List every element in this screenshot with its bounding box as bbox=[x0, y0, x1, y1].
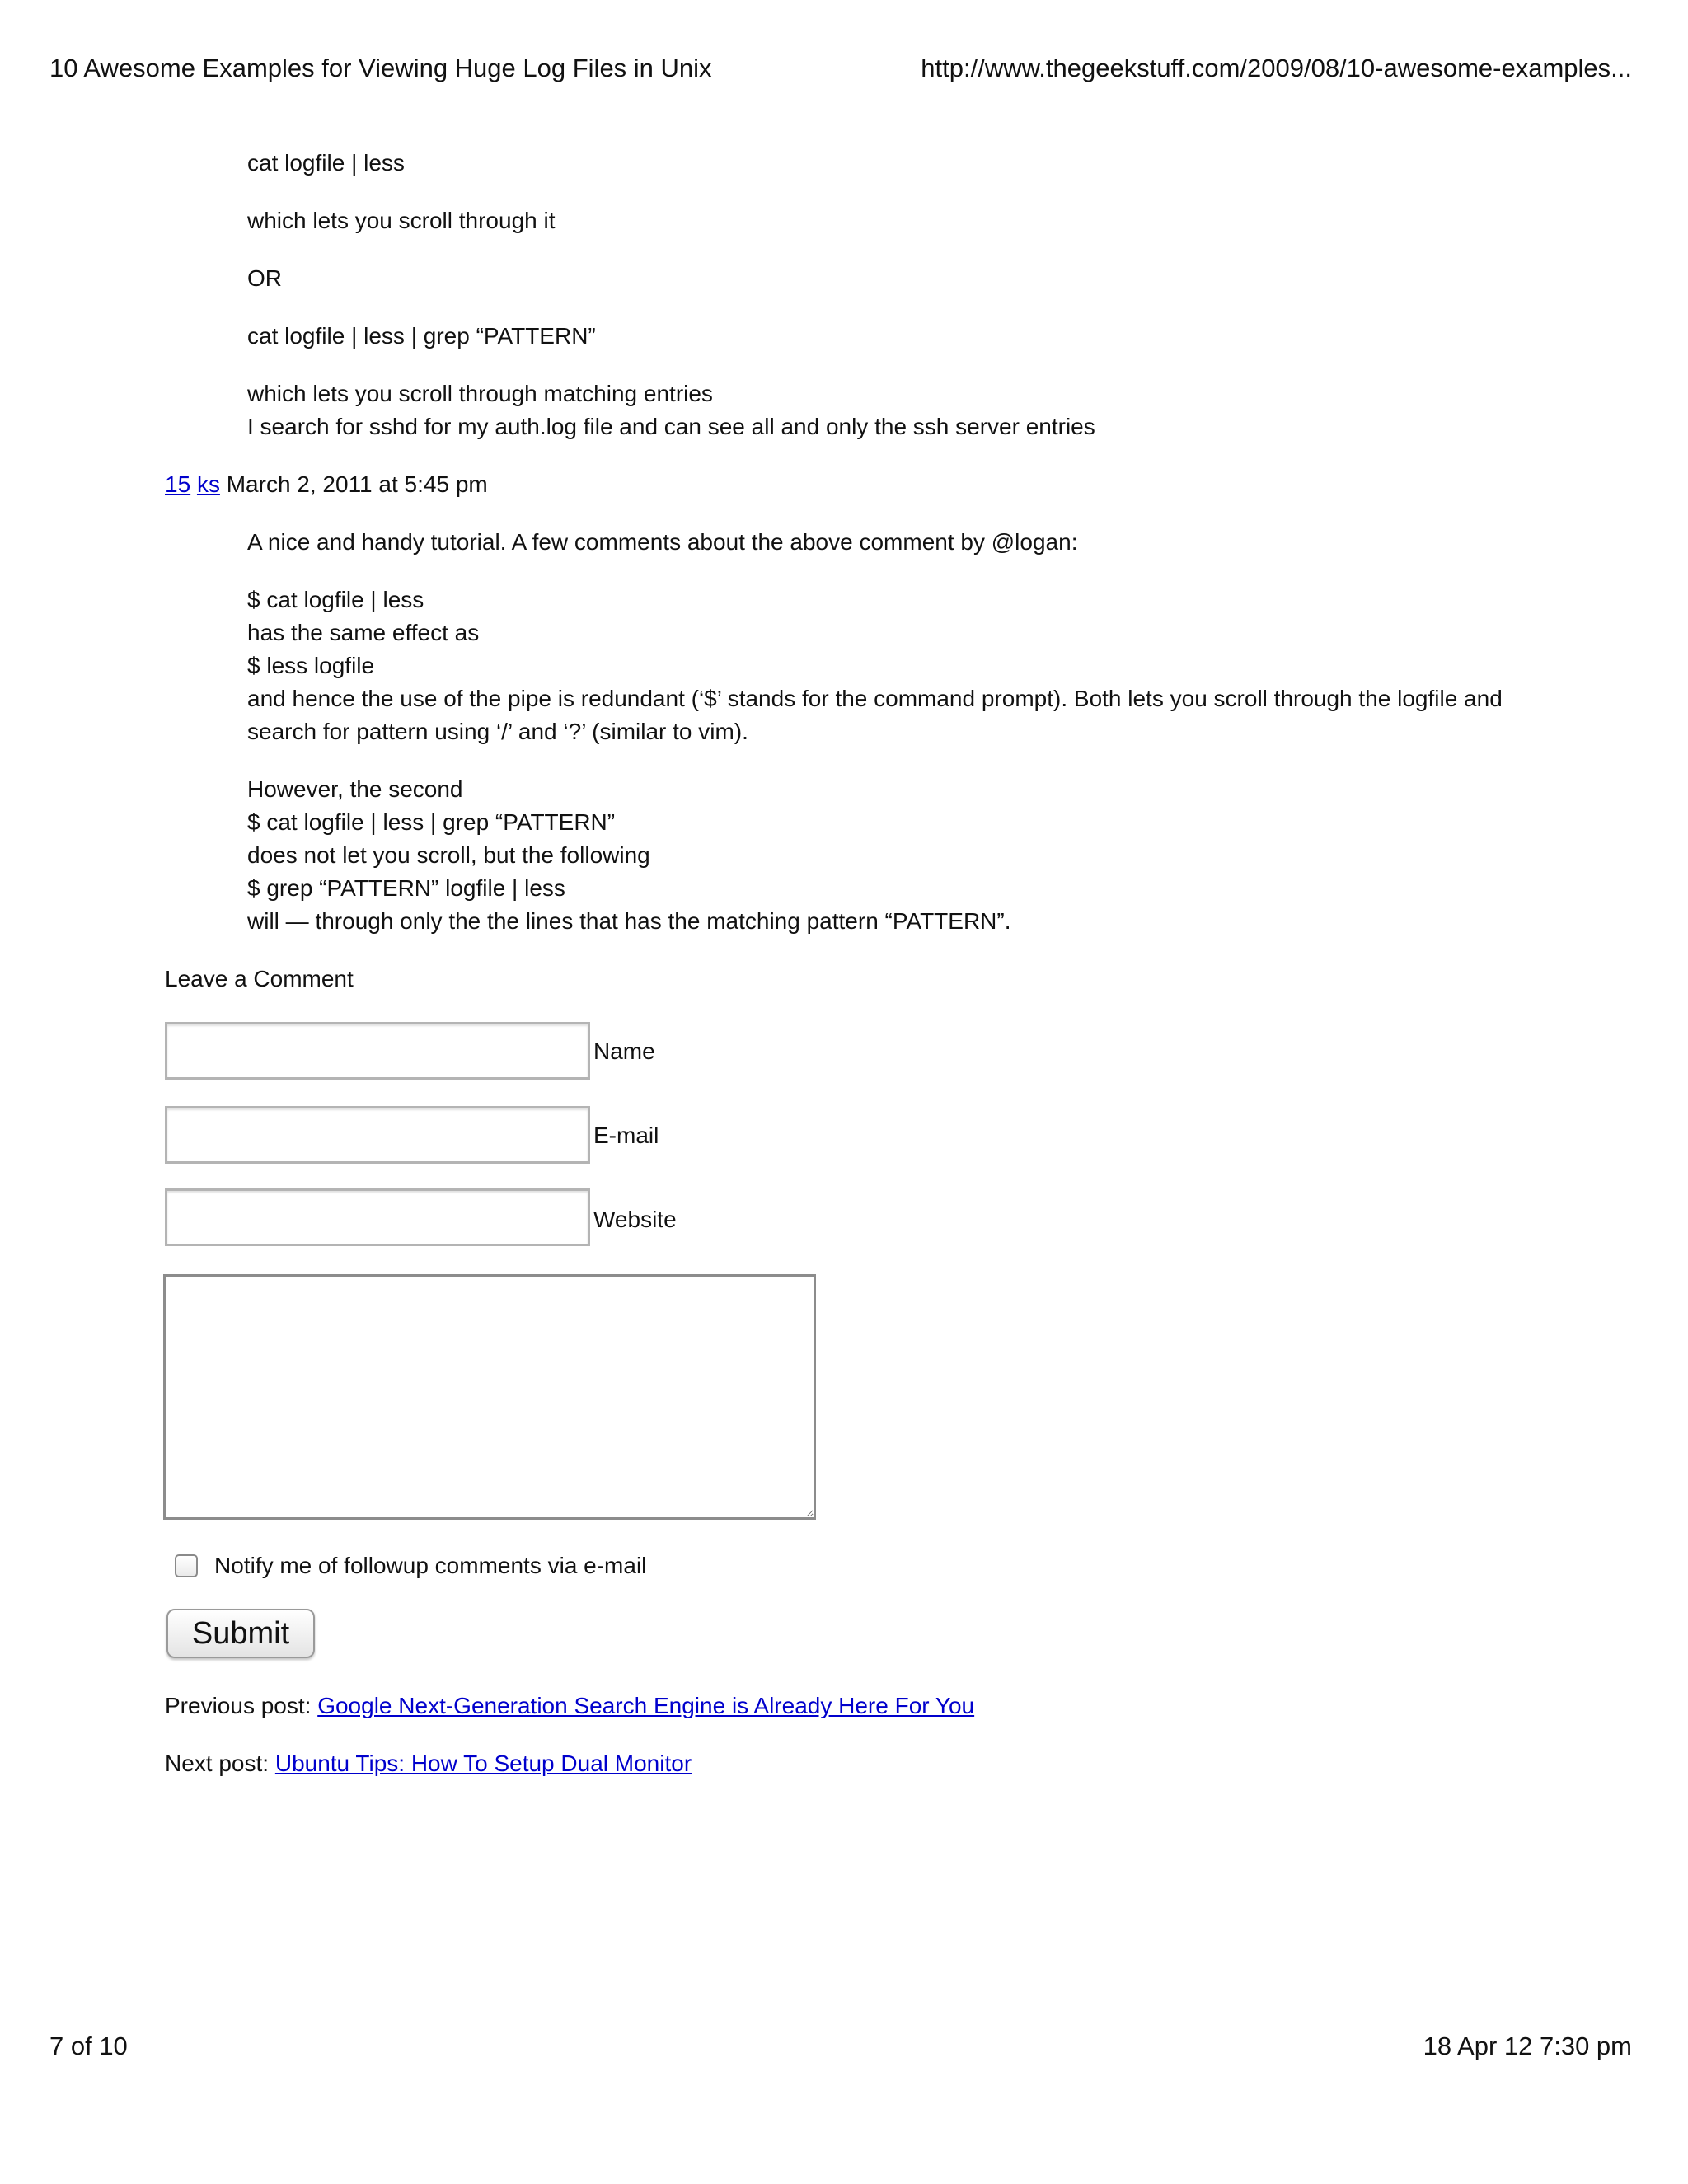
comment-text: which lets you scroll through matching entries bbox=[247, 381, 713, 406]
print-date: 18 Apr 12 7:30 pm bbox=[1423, 2032, 1632, 2060]
next-post-label: Next post: bbox=[165, 1750, 270, 1776]
comment-text: $ less logfile bbox=[247, 653, 375, 678]
comment-text: OR bbox=[247, 265, 282, 291]
leave-comment-heading: Leave a Comment bbox=[165, 966, 354, 991]
previous-post-label: Previous post: bbox=[165, 1693, 312, 1718]
comment-text: cat logfile | less | grep “PATTERN” bbox=[247, 323, 596, 349]
page-title: 10 Awesome Examples for Viewing Huge Log Files in Unix bbox=[49, 54, 712, 82]
name-input[interactable] bbox=[165, 1022, 590, 1080]
previous-post-link[interactable]: Google Next-Generation Search Engine is Already Here For You bbox=[317, 1693, 975, 1718]
comment-text: and hence the use of the pipe is redundant (‘$’ stands for the command prompt). Both lets you scroll through the logfile and bbox=[247, 686, 1503, 711]
next-post-link[interactable]: Ubuntu Tips: How To Setup Dual Monitor bbox=[274, 1750, 692, 1776]
comment-text: does not let you scroll, but the following bbox=[247, 842, 650, 868]
next-post bbox=[165, 1747, 692, 1780]
name-label: Name bbox=[593, 1038, 655, 1064]
comment-author-link[interactable]: ks bbox=[196, 471, 220, 497]
comment-text: will — through only the the lines that has the matching pattern “PATTERN”. bbox=[247, 908, 1011, 934]
comment-text: has the same effect as bbox=[247, 620, 480, 645]
comment-number-link[interactable]: 15 bbox=[165, 471, 191, 497]
page-url: http://www.thegeekstuff.com/2009/08/10-awesome-examples... bbox=[921, 54, 1632, 82]
website-label: Website bbox=[593, 1207, 677, 1232]
comment-text: cat logfile | less bbox=[247, 150, 405, 176]
email-label: E-mail bbox=[593, 1122, 659, 1148]
comment-date: March 2, 2011 at 5:45 pm bbox=[226, 471, 488, 497]
notify-label: Notify me of followup comments via e-mail bbox=[214, 1553, 647, 1578]
website-input[interactable] bbox=[165, 1188, 590, 1246]
comment-text: A nice and handy tutorial. A few comments about the above comment by @logan: bbox=[247, 529, 1078, 555]
comment-text: $ cat logfile | less bbox=[247, 587, 424, 612]
submit-button[interactable]: Submit bbox=[166, 1609, 315, 1658]
comment-text: which lets you scroll through it bbox=[247, 208, 556, 233]
comment-text: search for pattern using ‘/’ and ‘?’ (similar to vim). bbox=[247, 719, 748, 744]
previous-post bbox=[165, 1690, 974, 1722]
comment-text: $ cat logfile | less | grep “PATTERN” bbox=[247, 809, 616, 835]
comment-text: I search for sshd for my auth.log file and can see all and only the ssh server entries bbox=[247, 414, 1095, 439]
comment-15-meta bbox=[165, 468, 488, 501]
page-number: 7 of 10 bbox=[49, 2032, 128, 2060]
comment-text: However, the second bbox=[247, 776, 463, 802]
notify-checkbox[interactable] bbox=[175, 1554, 198, 1577]
email-input[interactable] bbox=[165, 1106, 590, 1164]
comment-textarea[interactable] bbox=[163, 1274, 816, 1520]
comment-text: $ grep “PATTERN” logfile | less bbox=[247, 875, 565, 901]
